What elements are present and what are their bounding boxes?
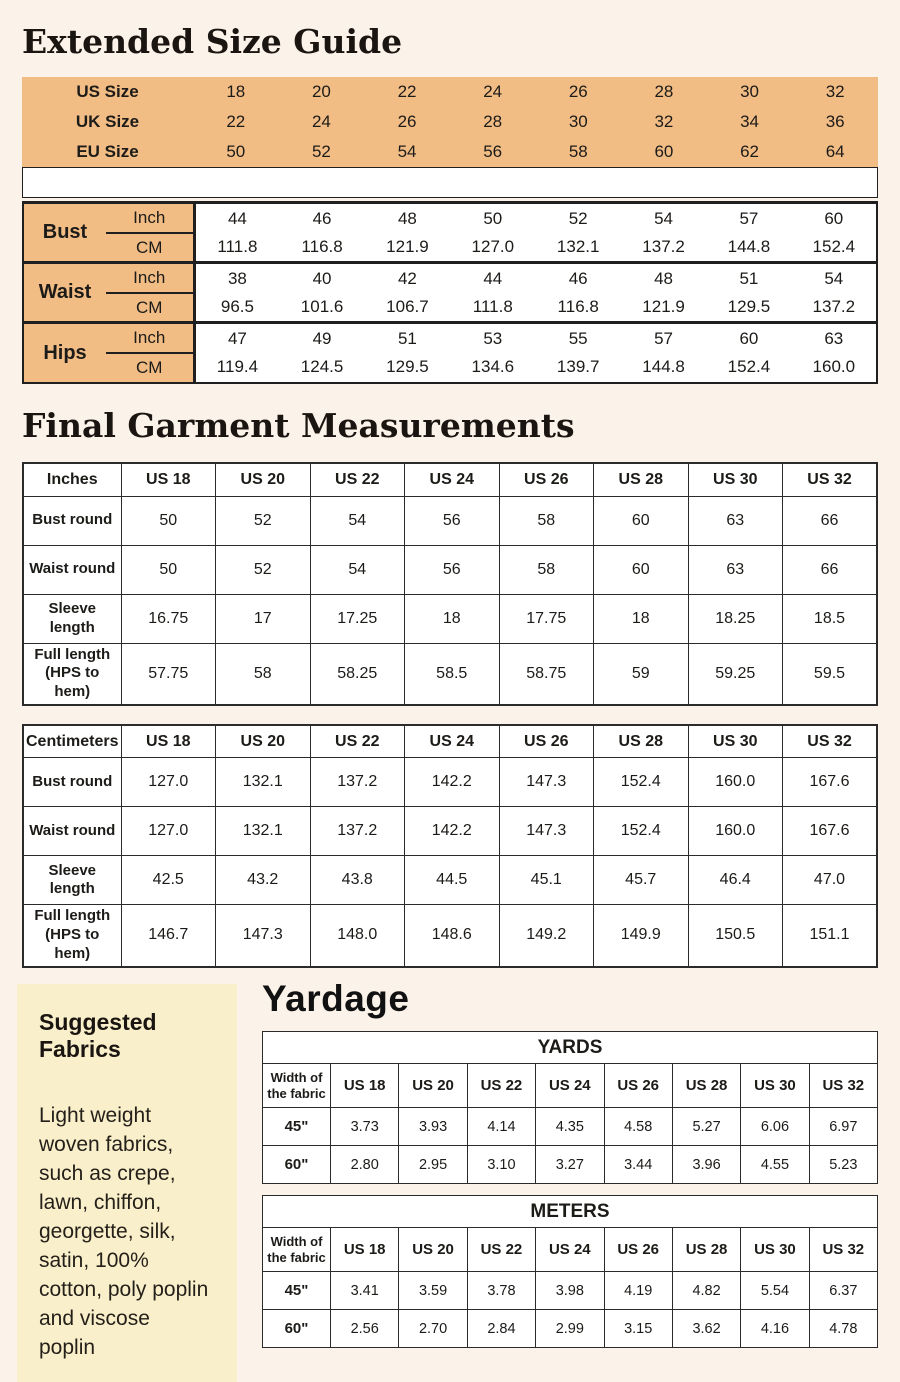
yardage-value: 4.55 [741,1146,809,1184]
garment-value: 58.25 [310,643,405,705]
conversion-value: 54 [397,142,417,162]
garment-value: 47.0 [783,856,878,905]
garment-value: 149.9 [594,905,689,967]
garment-value: 152.4 [594,758,689,807]
garment-value: 167.6 [783,758,878,807]
measure-group-label: Waist [23,263,106,323]
garment-value: 54 [310,545,405,594]
garment-size-header: US 30 [688,463,783,496]
measurement-value: 101.6 [279,293,364,323]
measurement-value: 38 [194,263,279,293]
yardage-banner-row [263,1196,878,1228]
yardage-width-label: 45" [263,1272,331,1310]
measurement-value: 51 [706,263,791,293]
yardage-value: 2.56 [331,1310,399,1348]
garment-value: 46.4 [688,856,783,905]
body-measure-cm-row [23,233,877,263]
garment-value: 60 [594,545,689,594]
garment-size-header: US 20 [216,463,311,496]
yardage-value: 3.15 [604,1310,672,1348]
measurement-value: 44 [450,263,535,293]
conversion-value: 26 [568,82,588,102]
garment-value: 160.0 [688,758,783,807]
yardage-title: Yardage [262,977,410,1019]
suggested-fabrics-box [17,984,237,1382]
yardage-banner-row [263,1032,878,1064]
yardage-value: 2.99 [536,1310,604,1348]
garment-value: 137.2 [310,807,405,856]
yardage-data-row [263,1272,878,1310]
yardage-value: 3.96 [672,1146,740,1184]
garment-measurements-centimeters-table [22,724,878,968]
yardage-width-label: 60" [263,1310,331,1348]
measurement-value: 42 [365,263,450,293]
yardage-value: 4.14 [467,1108,535,1146]
garment-value: 132.1 [216,807,311,856]
conversion-value: 28 [654,82,674,102]
garment-value: 50 [121,496,216,545]
garment-size-header: US 26 [499,725,594,758]
measurement-value: 47 [194,323,279,353]
garment-value: 63 [688,496,783,545]
conversion-value: 32 [654,112,674,132]
conversion-value: 52 [311,142,331,162]
yardage-width-label: 60" [263,1146,331,1184]
yardage-size-header: US 30 [741,1228,809,1272]
conversion-row-label: UK Size [75,112,140,132]
yardage-size-header: US 22 [467,1064,535,1108]
garment-value: 18.5 [783,594,878,643]
garment-value: 43.8 [310,856,405,905]
garment-row-label: Waist round [23,545,121,594]
yardage-width-label: 45" [263,1108,331,1146]
conversion-value: 30 [568,112,588,132]
yardage-value: 4.78 [809,1310,877,1348]
yardage-value: 4.82 [672,1272,740,1310]
yardage-unit-banner: METERS [263,1196,878,1228]
yardage-section [262,978,878,1349]
garment-value: 58 [499,496,594,545]
garment-value: 149.2 [499,905,594,967]
garment-row-label: Bust round [23,758,121,807]
yardage-size-header: US 26 [604,1228,672,1272]
yardage-value: 3.73 [331,1108,399,1146]
garment-value: 59 [594,643,689,705]
garment-value: 137.2 [310,758,405,807]
yardage-size-header: US 24 [536,1064,604,1108]
garment-value: 43.2 [216,856,311,905]
measurement-value: 106.7 [365,293,450,323]
yardage-size-header: US 28 [672,1064,740,1108]
measurement-value: 54 [621,203,706,233]
conversion-value: 18 [226,82,246,102]
measurement-value: 119.4 [194,353,279,383]
garment-data-row [23,545,877,594]
conversion-value: 28 [483,112,503,132]
garment-value: 151.1 [783,905,878,967]
measurement-value: 121.9 [621,293,706,323]
garment-value: 45.1 [499,856,594,905]
conversion-row [22,137,878,167]
measurement-value: 57 [706,203,791,233]
garment-row-label: Sleeve length [23,856,121,905]
yardage-value: 6.37 [809,1272,877,1310]
garment-value: 146.7 [121,905,216,967]
yardage-columns-row [263,1064,878,1108]
measurement-value: 134.6 [450,353,535,383]
conversion-value: 26 [397,112,417,132]
body-measure-inch-row [23,263,877,293]
garment-value: 147.3 [499,807,594,856]
conversion-value: 62 [740,142,760,162]
measurement-value: 51 [365,323,450,353]
garment-size-header: US 24 [405,463,500,496]
measurement-value: 40 [279,263,364,293]
garment-row-label: Full length (HPS to hem) [23,643,121,705]
garment-value: 142.2 [405,807,500,856]
garment-row-label: Sleeve length [23,594,121,643]
garment-value: 66 [783,545,878,594]
yardage-value: 3.10 [467,1146,535,1184]
conversion-value: 64 [825,142,845,162]
garment-value: 60 [594,496,689,545]
unit-label-cm: CM [106,353,194,383]
measurement-value: 132.1 [536,233,621,263]
garment-value: 167.6 [783,807,878,856]
measurement-value: 144.8 [706,233,791,263]
garment-value: 56 [405,496,500,545]
garment-value: 18 [594,594,689,643]
garment-value: 63 [688,545,783,594]
unit-label-inch: Inch [106,323,194,353]
garment-row-label: Waist round [23,807,121,856]
measurement-value: 60 [792,203,877,233]
garment-value: 56 [405,545,500,594]
yardage-yards-table [262,1031,878,1184]
garment-value: 54 [310,496,405,545]
garment-value: 127.0 [121,807,216,856]
yardage-size-header: US 32 [809,1228,877,1272]
measurement-value: 53 [450,323,535,353]
yardage-first-col-header: Width of the fabric [263,1228,331,1272]
measurement-value: 111.8 [194,233,279,263]
measurement-value: 129.5 [706,293,791,323]
measurement-value: 96.5 [194,293,279,323]
unit-label-cm: CM [106,293,194,323]
yardage-meters-table [262,1195,878,1348]
garment-size-header: US 32 [783,725,878,758]
garment-value: 59.25 [688,643,783,705]
garment-value: 18.25 [688,594,783,643]
garment-size-header: US 26 [499,463,594,496]
garment-value: 150.5 [688,905,783,967]
garment-value: 52 [216,496,311,545]
garment-value: 148.6 [405,905,500,967]
garment-size-header: US 30 [688,725,783,758]
suggested-fabrics-text: Light weight woven fabrics, such as crepe, lawn, chiffon, georgette, silk, satin, 100% cotton, poly poplin and viscose poplin [39,1103,209,1359]
conversion-value: 32 [825,82,845,102]
yardage-value: 2.84 [467,1310,535,1348]
measurement-value: 46 [536,263,621,293]
yardage-value: 2.70 [399,1310,467,1348]
yardage-value: 4.19 [604,1272,672,1310]
conversion-value: 36 [825,112,845,132]
yardage-data-row [263,1310,878,1348]
measurement-value: 48 [621,263,706,293]
garment-value: 127.0 [121,758,216,807]
conversion-row [22,107,878,137]
garment-value: 58 [499,545,594,594]
measurement-value: 124.5 [279,353,364,383]
conversion-value: 60 [654,142,674,162]
measurement-value: 116.8 [536,293,621,323]
garment-header-row [23,725,877,758]
garment-row-label: Full length (HPS to hem) [23,905,121,967]
conversion-value: 30 [740,82,760,102]
body-measure-cm-row [23,293,877,323]
yardage-size-header: US 18 [331,1228,399,1272]
garment-size-header: US 32 [783,463,878,496]
measurement-value: 55 [536,323,621,353]
conversion-value: 20 [311,82,331,102]
measurement-value: 137.2 [621,233,706,263]
garment-size-header: US 20 [216,725,311,758]
conversion-row [22,77,878,107]
measurement-value: 144.8 [621,353,706,383]
garment-size-header: US 22 [310,463,405,496]
conversion-value: 22 [397,82,417,102]
garment-measurements-inches-table [22,462,878,706]
yardage-value: 2.95 [399,1146,467,1184]
yardage-size-header: US 24 [536,1228,604,1272]
garment-size-header: US 22 [310,725,405,758]
garment-value: 152.4 [594,807,689,856]
garment-size-header: US 28 [594,725,689,758]
garment-value: 58 [216,643,311,705]
yardage-size-header: US 32 [809,1064,877,1108]
garment-value: 147.3 [216,905,311,967]
yardage-value: 3.27 [536,1146,604,1184]
yardage-first-col-header: Width of the fabric [263,1064,331,1108]
yardage-value: 4.16 [741,1310,809,1348]
garment-value: 16.75 [121,594,216,643]
measure-group-label: Hips [23,323,106,383]
unit-label-inch: Inch [106,263,194,293]
measurement-value: 63 [792,323,877,353]
garment-value: 57.75 [121,643,216,705]
measurement-value: 52 [536,203,621,233]
body-measure-cm-row [23,353,877,383]
measurement-value: 46 [279,203,364,233]
garment-value: 17 [216,594,311,643]
garment-data-row [23,905,877,967]
measure-group-label: Bust [23,203,106,263]
conversion-row-label: EU Size [76,142,139,162]
unit-label-cm: CM [106,233,194,263]
yardage-value: 3.59 [399,1272,467,1310]
yardage-value: 3.44 [604,1146,672,1184]
garment-value: 160.0 [688,807,783,856]
garment-value: 45.7 [594,856,689,905]
garment-row-label: Bust round [23,496,121,545]
garment-value: 59.5 [783,643,878,705]
final-garment-measurements-title: Final Garment Measurements [22,405,575,445]
yardage-size-header: US 26 [604,1064,672,1108]
garment-data-row [23,496,877,545]
bottom-section [17,978,878,1382]
yardage-data-row [263,1108,878,1146]
measurement-value: 152.4 [706,353,791,383]
conversion-value: 50 [226,142,246,162]
garment-value: 148.0 [310,905,405,967]
garment-value: 58.5 [405,643,500,705]
measurement-value: 57 [621,323,706,353]
conversion-value: 34 [740,112,760,132]
yardage-value: 3.78 [467,1272,535,1310]
garment-value: 142.2 [405,758,500,807]
garment-size-header: US 24 [405,725,500,758]
yardage-value: 5.27 [672,1108,740,1146]
garment-value: 58.75 [499,643,594,705]
garment-data-row [23,594,877,643]
body-measure-inch-row [23,323,877,353]
yardage-value: 4.58 [604,1108,672,1146]
conversion-value: 56 [483,142,503,162]
conversion-value: 22 [226,112,246,132]
garment-size-header: US 18 [121,463,216,496]
yardage-size-header: US 18 [331,1064,399,1108]
garment-data-row [23,807,877,856]
measurement-value: 44 [194,203,279,233]
empty-size-row [22,167,878,198]
garment-unit-header: Centimeters [23,725,121,758]
measurement-value: 129.5 [365,353,450,383]
measurement-value: 48 [365,203,450,233]
garment-value: 44.5 [405,856,500,905]
extended-size-guide-title: Extended Size Guide [22,22,403,61]
yardage-value: 3.41 [331,1272,399,1310]
conversion-value: 24 [311,112,331,132]
yardage-value: 2.80 [331,1146,399,1184]
conversion-row-label: US Size [76,82,139,102]
measurement-value: 127.0 [450,233,535,263]
measurement-value: 111.8 [450,293,535,323]
yardage-value: 6.97 [809,1108,877,1146]
garment-value: 17.75 [499,594,594,643]
conversion-value: 58 [568,142,588,162]
yardage-value: 3.93 [399,1108,467,1146]
yardage-size-header: US 28 [672,1228,740,1272]
garment-value: 66 [783,496,878,545]
yardage-value: 5.23 [809,1146,877,1184]
suggested-fabrics-title: Suggested Fabrics [39,1008,157,1062]
measurement-value: 60 [706,323,791,353]
yardage-columns-row [263,1228,878,1272]
garment-value: 50 [121,545,216,594]
garment-value: 42.5 [121,856,216,905]
measurement-value: 137.2 [792,293,877,323]
yardage-unit-banner: YARDS [263,1032,878,1064]
measurement-value: 54 [792,263,877,293]
garment-value: 147.3 [499,758,594,807]
garment-value: 17.25 [310,594,405,643]
size-conversion-table [22,77,878,167]
yardage-value: 5.54 [741,1272,809,1310]
garment-data-row [23,856,877,905]
garment-data-row [23,758,877,807]
body-measurements-table [22,201,878,384]
yardage-value: 6.06 [741,1108,809,1146]
garment-value: 132.1 [216,758,311,807]
yardage-size-header: US 20 [399,1228,467,1272]
measurement-value: 152.4 [792,233,877,263]
garment-unit-header: Inches [23,463,121,496]
body-measure-inch-row [23,203,877,233]
garment-value: 18 [405,594,500,643]
measurement-value: 116.8 [279,233,364,263]
yardage-size-header: US 20 [399,1064,467,1108]
garment-size-header: US 18 [121,725,216,758]
garment-data-row [23,643,877,705]
yardage-data-row [263,1146,878,1184]
garment-value: 52 [216,545,311,594]
yardage-value: 3.62 [672,1310,740,1348]
measurement-value: 139.7 [536,353,621,383]
unit-label-inch: Inch [106,203,194,233]
measurement-value: 49 [279,323,364,353]
yardage-value: 3.98 [536,1272,604,1310]
measurement-value: 50 [450,203,535,233]
measurement-value: 160.0 [792,353,877,383]
garment-header-row [23,463,877,496]
conversion-value: 24 [483,82,503,102]
yardage-value: 4.35 [536,1108,604,1146]
measurement-value: 121.9 [365,233,450,263]
yardage-size-header: US 22 [467,1228,535,1272]
yardage-size-header: US 30 [741,1064,809,1108]
garment-size-header: US 28 [594,463,689,496]
